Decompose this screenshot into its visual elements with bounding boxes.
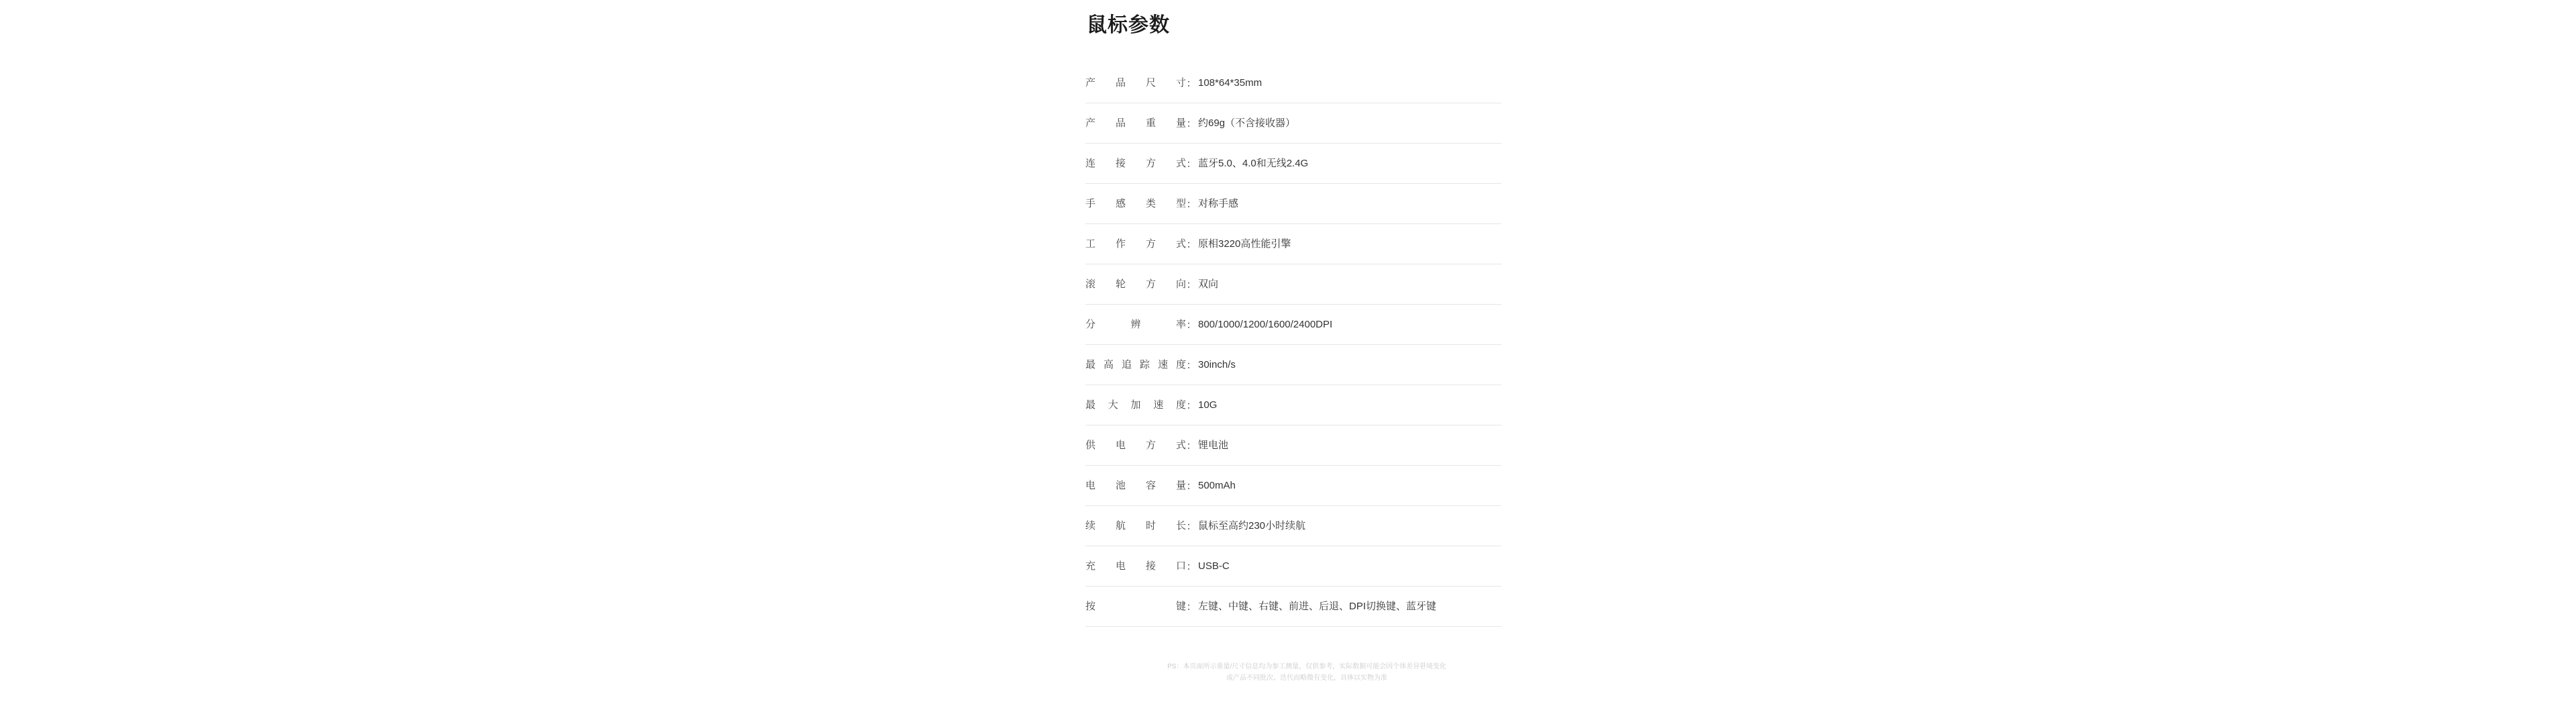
table-row — [1085, 144, 1501, 184]
table-row — [1085, 546, 1501, 587]
spec-label: 滚 轮 方 向 — [1085, 279, 1186, 290]
spec-label: 续 航 时 长 — [1085, 520, 1186, 532]
spec-value: 800/1000/1200/1600/2400DPI — [1198, 319, 1333, 330]
spec-colon: ： — [1186, 158, 1197, 170]
spec-label: 产 品 重 量 — [1085, 117, 1186, 129]
spec-block — [1085, 13, 1528, 627]
spec-label: 分 辨 率 — [1085, 319, 1186, 330]
spec-colon: ： — [1186, 440, 1197, 452]
table-row — [1085, 103, 1501, 144]
spec-value: 30inch/s — [1198, 359, 1236, 370]
spec-colon: ： — [1186, 521, 1197, 532]
table-row — [1085, 224, 1501, 264]
table-row — [1085, 305, 1501, 345]
spec-colon: ： — [1186, 118, 1197, 130]
spec-value: 鼠标至高约230小时续航 — [1198, 520, 1306, 532]
spec-label: 产 品 尺 寸 — [1085, 77, 1186, 89]
spec-label: 最 大 加 速 度 — [1085, 399, 1186, 411]
spec-label: 充 电 接 口 — [1085, 560, 1186, 572]
table-row — [1085, 587, 1501, 627]
spec-colon: ： — [1186, 199, 1197, 210]
spec-colon: ： — [1186, 601, 1197, 613]
spec-value: USB-C — [1198, 560, 1230, 572]
table-row — [1085, 63, 1501, 103]
spec-label: 最高追踪速度 — [1085, 359, 1186, 370]
footnote-line-2: 或产品不同批次、迭代而略微有变化，具体以实物为准 — [1226, 674, 1387, 682]
spec-colon: ： — [1186, 78, 1197, 89]
spec-value: 约69g（不含接收器） — [1198, 117, 1296, 129]
spec-colon: ： — [1186, 319, 1197, 331]
spec-value: 左键、中键、右键、前进、后退、DPI切换键、蓝牙键 — [1198, 601, 1437, 612]
spec-colon: ： — [1186, 561, 1197, 572]
table-row — [1085, 385, 1501, 425]
page-title: 鼠标参数 — [1087, 14, 1170, 36]
footnote-line-1: PS：本页面所示重量/尺寸信息均为参工测量，仅供参考，实际数据可能会因个体差异환境变化 — [1167, 663, 1446, 670]
spec-value: 原相3220高性能引擎 — [1198, 238, 1291, 250]
spec-colon: ： — [1186, 400, 1197, 411]
spec-value: 108*64*35mm — [1198, 77, 1263, 89]
spec-label: 按 键 — [1085, 601, 1186, 612]
spec-value: 500mAh — [1198, 480, 1236, 491]
spec-label: 手 感 类 型 — [1085, 198, 1186, 209]
spec-colon: ： — [1186, 360, 1197, 371]
spec-colon: ： — [1186, 481, 1197, 492]
spec-value: 蓝牙5.0、4.0和无线2.4G — [1198, 158, 1309, 169]
table-row — [1085, 345, 1501, 385]
table-row — [1085, 184, 1501, 224]
spec-label: 供 电 方 式 — [1085, 440, 1186, 451]
spec-colon: ： — [1186, 279, 1197, 291]
spec-colon: ： — [1186, 239, 1197, 250]
table-row — [1085, 425, 1501, 466]
spec-label: 工 作 方 式 — [1085, 238, 1186, 250]
spec-value: 10G — [1198, 399, 1218, 411]
table-row — [1085, 264, 1501, 305]
table-row — [1085, 506, 1501, 546]
footnote — [1085, 661, 1528, 684]
spec-table — [1085, 63, 1501, 627]
spec-label: 电 池 容 量 — [1085, 480, 1186, 491]
spec-value: 对称手感 — [1198, 198, 1239, 209]
spec-value: 双向 — [1198, 279, 1219, 290]
spec-label: 连 接 方 式 — [1085, 158, 1186, 169]
table-row — [1085, 466, 1501, 506]
spec-value: 锂电池 — [1198, 440, 1229, 451]
